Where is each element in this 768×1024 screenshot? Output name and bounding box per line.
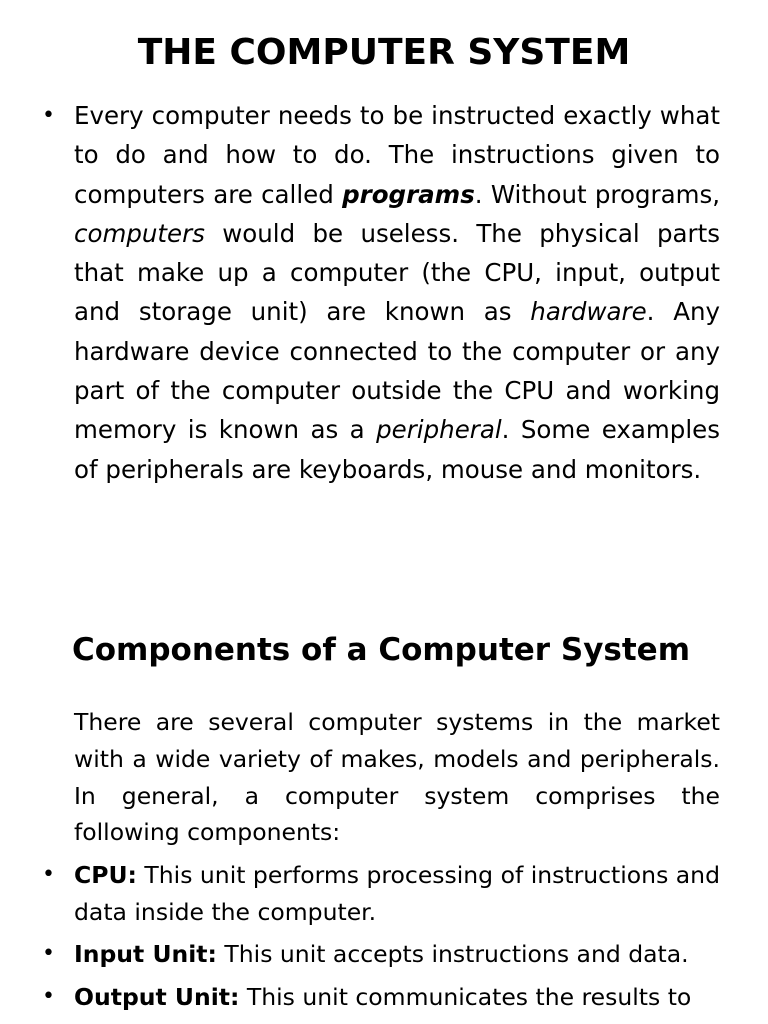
- term-computers: computers: [74, 218, 205, 248]
- component-description: This unit performs processing of instructions and data inside the computer.: [74, 861, 720, 926]
- text-segment: . Without programs,: [474, 179, 720, 209]
- term-programs: programs: [342, 179, 475, 209]
- section-title: Components of a Computer System: [71, 632, 691, 668]
- text-segment: . Any hardware device connected to the computer or any part of the computer outside the CPU and working memory is known as a: [74, 297, 720, 445]
- component-item-cpu: [74, 857, 720, 931]
- component-description: This unit accepts instructions and data.: [216, 940, 689, 968]
- component-term: Output Unit:: [74, 983, 240, 1011]
- bullet-marker: •: [42, 862, 55, 887]
- component-item-output-unit: [74, 979, 720, 1016]
- text-segment: . Some examples of peripherals are keyboards, mouse and monitors.: [74, 415, 720, 484]
- component-term: Input Unit:: [74, 940, 217, 968]
- page-title: THE COMPUTER SYSTEM: [137, 32, 631, 73]
- text-segment: would be useless. The physical parts that make up a computer (the CPU, input, output and storage unit) are known as: [74, 218, 720, 327]
- text-segment: Every computer needs to be instructed exactly what to do and how to do. The instructions given to computers are called: [74, 101, 720, 209]
- component-item-input-unit: [74, 936, 720, 973]
- term-peripheral: peripheral: [376, 415, 502, 445]
- term-hardware: hardware: [530, 297, 647, 327]
- component-description: This unit communicates the results to: [239, 983, 692, 1011]
- intro-paragraph: [74, 96, 720, 489]
- bullet-marker: •: [42, 984, 55, 1009]
- section-intro: There are several computer systems in the market with a wide variety of makes, models and peripherals. In general, a computer system comprises the following components:: [74, 708, 720, 847]
- bullet-marker: •: [42, 941, 55, 966]
- bullet-marker: •: [42, 103, 55, 128]
- component-term: CPU:: [74, 861, 137, 889]
